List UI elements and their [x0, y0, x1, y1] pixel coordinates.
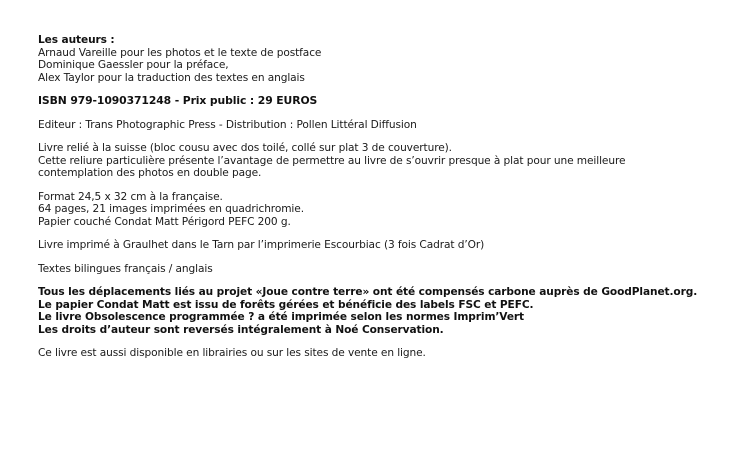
printing-line: Livre imprimé à Graulhet dans le Tarn par l’imprimerie Escourbiac (3 fois Cadrat d’Or) — [38, 239, 485, 251]
availability-section — [38, 347, 738, 360]
eco-line: Les droits d’auteur sont reversés intégralement à Noé Conservation. — [38, 323, 444, 336]
binding-line: Livre relié à la suisse (bloc cousu avec dos toilé, collé sur plat 3 de couverture). — [38, 142, 452, 154]
eco-line: Tous les déplacements liés au projet «Joue contre terre» ont été compensés carbone auprès de GoodPlanet.org. — [38, 286, 698, 298]
publisher-section — [38, 119, 738, 132]
format-line: Papier couché Condat Matt Périgord PEFC 200 g. — [38, 215, 291, 228]
binding-line: Cette reliure particulière présente l’avantage de permettre au livre de s’ouvrir presque à plat pour une meilleure — [38, 154, 626, 167]
languages-section — [38, 263, 738, 276]
binding-section — [38, 142, 738, 180]
authors-heading: Les auteurs : — [38, 34, 115, 46]
format-section — [38, 191, 738, 229]
author-line: Dominique Gaessler pour la préface, — [38, 59, 229, 71]
availability-line: Ce livre est aussi disponible en librairies ou sur les sites de vente en ligne. — [38, 347, 426, 359]
languages-line: Textes bilingues français / anglais — [38, 262, 213, 275]
eco-section — [38, 286, 738, 336]
eco-line: Le papier Condat Matt est issu de forêts gérées et bénéficie des labels FSC et PEFC. — [38, 298, 534, 311]
binding-line: contemplation des photos en double page. — [38, 167, 262, 179]
author-line: Arnaud Vareille pour les photos et le texte de postface — [38, 46, 322, 59]
book-info-document — [38, 34, 738, 371]
isbn-section — [38, 95, 738, 108]
printing-section — [38, 239, 738, 252]
format-line: 64 pages, 21 images imprimées en quadrichromie. — [38, 203, 304, 215]
authors-section — [38, 34, 738, 84]
isbn-price: ISBN 979-1090371248 - Prix public : 29 EUROS — [38, 94, 318, 107]
format-line: Format 24,5 x 32 cm à la française. — [38, 190, 223, 203]
author-line: Alex Taylor pour la traduction des textes en anglais — [38, 71, 305, 84]
eco-line: Le livre Obsolescence programmée ? a été imprimée selon les normes Imprim’Vert — [38, 311, 524, 323]
publisher-line: Editeur : Trans Photographic Press - Distribution : Pollen Littéral Diffusion — [38, 118, 417, 131]
